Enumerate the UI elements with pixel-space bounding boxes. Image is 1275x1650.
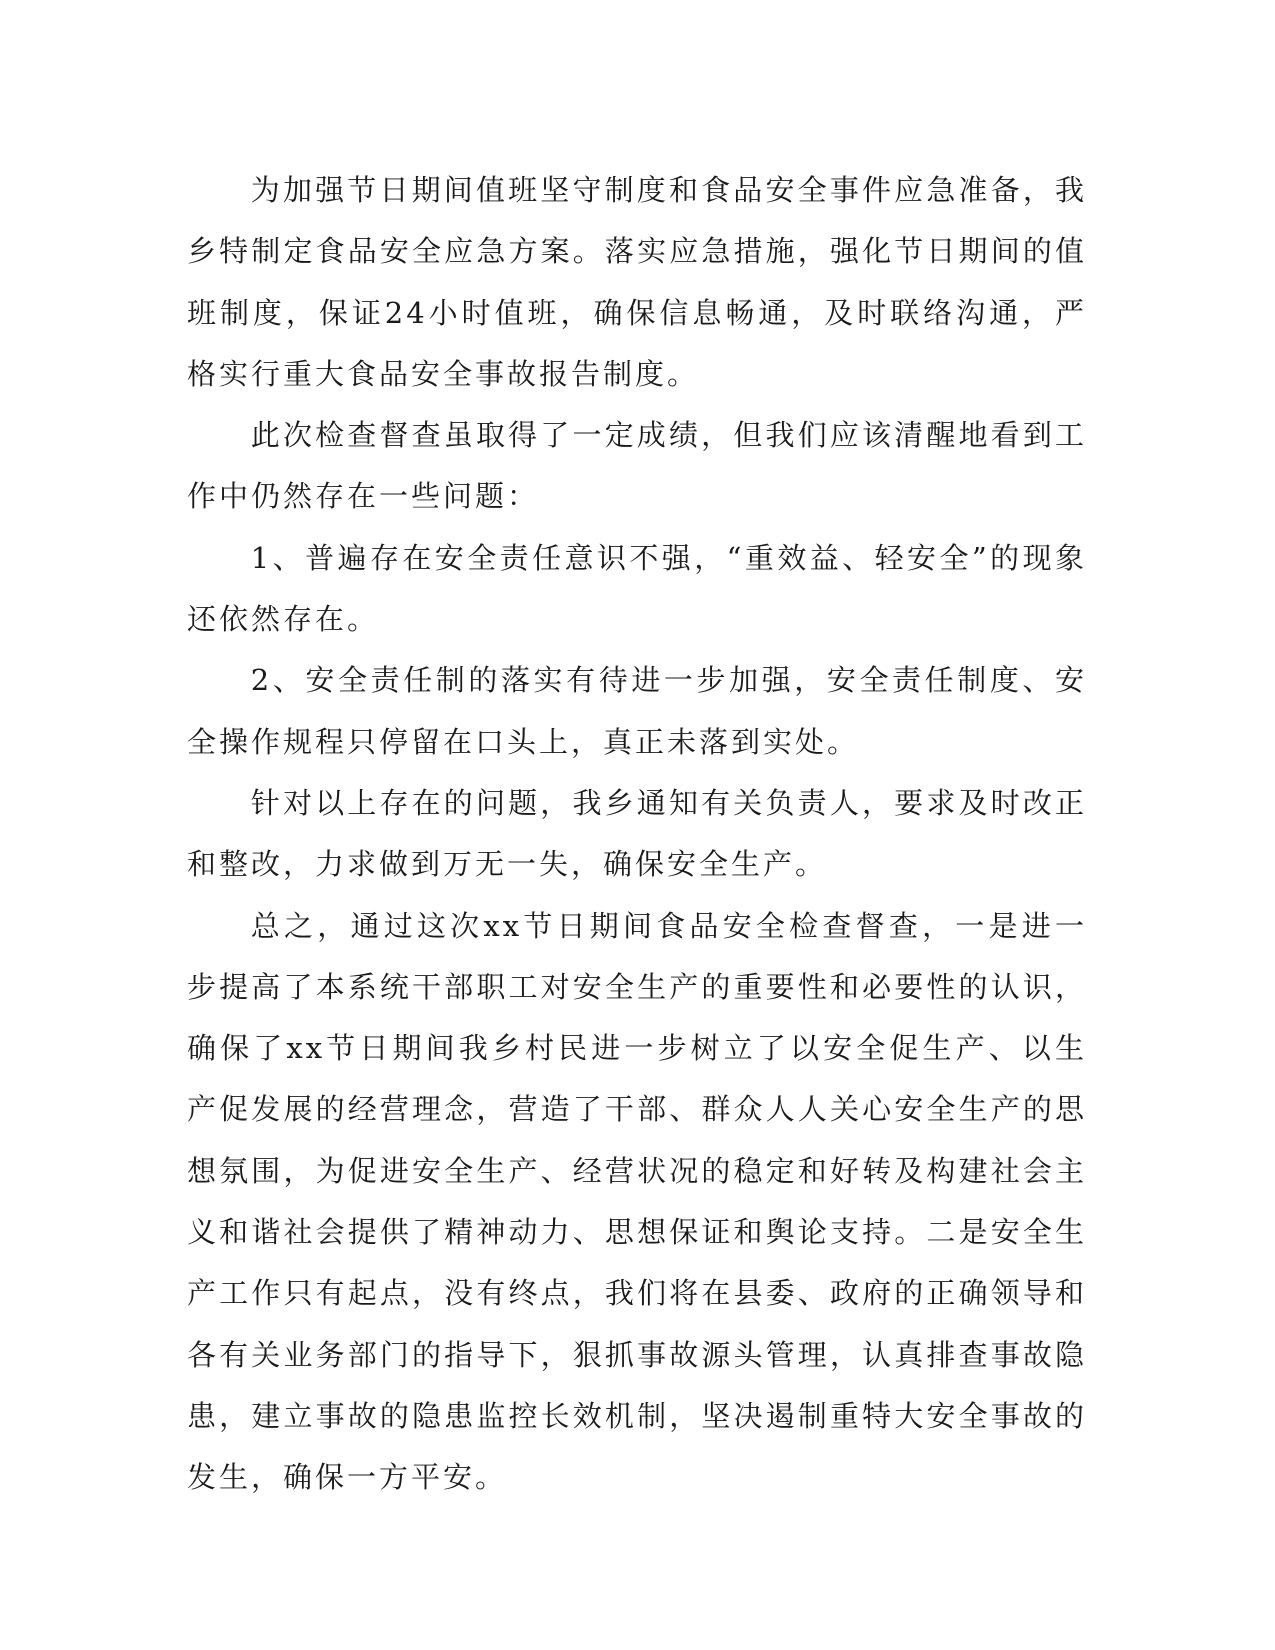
paragraph-duty-system: 为加强节日期间值班坚守制度和食品安全事件应急准备，我乡特制定食品安全应急方案。落实应急措施，强化节日期间的值班制度，保证24小时值班，确保信息畅通，及时联络沟通，严格实行重大食品安全事故报告制度。 xyxy=(187,173,1087,391)
document-body xyxy=(187,160,1087,1509)
paragraph-rectification: 针对以上存在的问题，我乡通知有关负责人，要求及时改正和整改，力求做到万无一失，确保安全生产。 xyxy=(187,785,1087,882)
paragraph-problems-intro: 此次检查督查虽取得了一定成绩，但我们应该清醒地看到工作中仍然存在一些问题： xyxy=(187,418,1087,514)
paragraph-problem-2: 2、安全责任制的落实有待进一步加强，安全责任制度、安全操作规程只停留在口头上，真正未落到实处。 xyxy=(187,663,1087,759)
paragraph-problem-1: 1、普遍存在安全责任意识不强，“重效益、轻安全”的现象还依然存在。 xyxy=(187,540,1087,637)
paragraph-conclusion: 总之，通过这次xx节日期间食品安全检查督查，一是进一步提高了本系统干部职工对安全生产的重要性和必要性的认识，确保了xx节日期间我乡村民进一步树立了以安全促生产、以生产促发展的经营理念，营造了干部、群众人人关心安全生产的思想氛围，为促进安全生产、经营状况的稳定和好转及构建社会主义和谐社会提供了精神动力、思想保证和舆论支持。二是安全生产工作只有起点，没有终点，我们将在县委、政府的正确领导和各有关业务部门的指导下，狠抓事故源头管理，认真排查事故隐患，建立事故的隐患监控长效机制，坚决遏制重特大安全事故的发生，确保一方平安。 xyxy=(187,908,1087,1495)
